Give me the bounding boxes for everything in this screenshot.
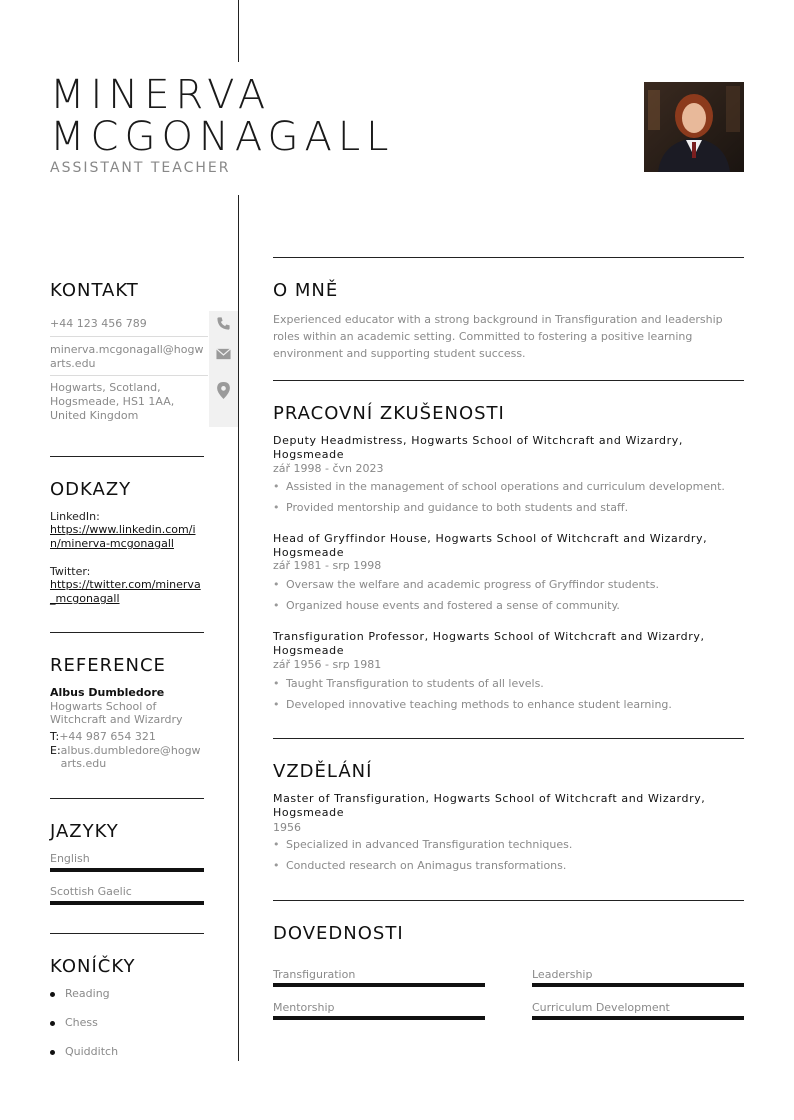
- about-heading: O MNĚ: [273, 280, 339, 301]
- about-text: Experienced educator with a strong background in Transfiguration and leadership roles within an academic setting. Committed to fostering a positive learning environment and supporting student success.: [273, 313, 723, 360]
- job-title: Deputy Headmistress, Hogwarts School of Witchcraft and Wizardry, Hogsmeade: [273, 434, 683, 461]
- skills-heading: DOVEDNOSTI: [273, 923, 404, 944]
- section-divider: [273, 380, 744, 381]
- linkedin-link[interactable]: https://www.linkedin.com/in/minerva-mcgonagall: [50, 523, 196, 550]
- languages-heading: JAZYKY: [50, 821, 119, 842]
- first-name: MINERVA: [50, 72, 272, 118]
- section-divider: [50, 933, 204, 934]
- contact-email-row[interactable]: [50, 343, 238, 371]
- job-title: Head of Gryffindor House, Hogwarts School of Witchcraft and Wizardry, Hogsmeade: [273, 532, 708, 559]
- hobby-item: Chess: [50, 1016, 98, 1029]
- education-bullet: • Conducted research on Animagus transformations.: [273, 859, 567, 872]
- twitter-label: Twitter:: [50, 565, 91, 578]
- job-bullet: • Organized house events and fostered a sense of community.: [273, 599, 620, 612]
- skill-level-bar: [273, 983, 485, 987]
- reference-name: Albus Dumbledore: [50, 686, 165, 699]
- contact-address-row: [50, 381, 238, 423]
- section-divider: [50, 798, 204, 799]
- job-bullet: • Developed innovative teaching methods to enhance student learning.: [273, 698, 672, 711]
- skill-level-bar: [532, 983, 744, 987]
- reference-heading: REFERENCE: [50, 655, 166, 676]
- profile-photo: [644, 82, 744, 172]
- last-name: MCGONAGALL: [50, 114, 395, 160]
- job-bullet: • Oversaw the welfare and academic progress of Gryffindor students.: [273, 578, 659, 591]
- reference-phone-label: T:: [50, 730, 60, 743]
- skill-level-bar: [273, 1016, 485, 1020]
- job-dates: zář 1998 - čvn 2023: [273, 462, 384, 475]
- education-heading: VZDĚLÁNÍ: [273, 761, 373, 782]
- contact-separator: [50, 336, 208, 337]
- reference-organization: Hogwarts School of Witchcraft and Wizardry: [50, 700, 183, 726]
- section-divider: [273, 900, 744, 901]
- section-divider: [50, 456, 204, 457]
- section-divider: [273, 738, 744, 739]
- job-dates: zář 1981 - srp 1998: [273, 559, 382, 572]
- job-role: ASSISTANT TEACHER: [50, 160, 231, 176]
- map-pin-icon: [217, 382, 230, 403]
- job-bullet: • Provided mentorship and guidance to both students and staff.: [273, 501, 629, 514]
- reference-email-row[interactable]: [50, 744, 206, 770]
- bullet-dot: [50, 992, 55, 997]
- reference-phone-row: [50, 730, 206, 743]
- bullet-dot: [50, 1021, 55, 1026]
- education-title: Master of Transfiguration, Hogwarts School of Witchcraft and Wizardry, Hogsmeade: [273, 792, 706, 819]
- experience-heading: PRACOVNÍ ZKUŠENOSTI: [273, 403, 505, 424]
- phone-icon: [216, 316, 231, 335]
- job-bullet: • Taught Transfiguration to students of all levels.: [273, 677, 544, 690]
- contact-phone: +44 123 456 789: [50, 317, 147, 330]
- job-title: Transfiguration Professor, Hogwarts School of Witchcraft and Wizardry, Hogsmeade: [273, 630, 705, 657]
- bullet-dot: [50, 1050, 55, 1055]
- reference-email-label: E:: [50, 744, 61, 757]
- envelope-icon: [216, 345, 231, 364]
- hobby-item: Reading: [50, 987, 110, 1000]
- skill-name: Transfiguration: [273, 968, 356, 981]
- skill-name: Mentorship: [273, 1001, 335, 1014]
- education-year: 1956: [273, 821, 301, 834]
- language-name: English: [50, 852, 90, 865]
- skill-level-bar: [532, 1016, 744, 1020]
- contact-phone-row: [50, 317, 238, 331]
- skill-name: Curriculum Development: [532, 1001, 670, 1014]
- contact-address: Hogwarts, Scotland, Hogsmeade, HS1 1AA, United Kingdom: [50, 381, 175, 422]
- column-divider-line: [238, 195, 239, 1061]
- section-divider: [50, 632, 204, 633]
- reference-phone: +44 987 654 321: [59, 730, 156, 743]
- job-dates: zář 1956 - srp 1981: [273, 658, 382, 671]
- language-name: Scottish Gaelic: [50, 885, 132, 898]
- linkedin-label: LinkedIn:: [50, 510, 100, 523]
- education-bullet: • Specialized in advanced Transfiguration techniques.: [273, 838, 573, 851]
- twitter-link[interactable]: https://twitter.com/minerva_mcgonagall: [50, 578, 201, 605]
- skill-name: Leadership: [532, 968, 593, 981]
- contact-heading: KONTAKT: [50, 280, 139, 301]
- top-divider-line: [238, 0, 239, 62]
- hobbies-heading: KONÍČKY: [50, 956, 136, 977]
- hobby-item: Quidditch: [50, 1045, 118, 1058]
- contact-separator: [50, 375, 208, 376]
- full-name: [50, 74, 394, 158]
- reference-email[interactable]: albus.dumbledore@hogwarts.edu: [60, 744, 201, 770]
- section-divider: [273, 257, 744, 258]
- language-level-bar: [50, 901, 204, 905]
- job-bullet: • Assisted in the management of school operations and curriculum development.: [273, 480, 725, 493]
- contact-email[interactable]: minerva.mcgonagall@hogwarts.edu: [50, 343, 204, 370]
- language-level-bar: [50, 868, 204, 872]
- links-heading: ODKAZY: [50, 479, 132, 500]
